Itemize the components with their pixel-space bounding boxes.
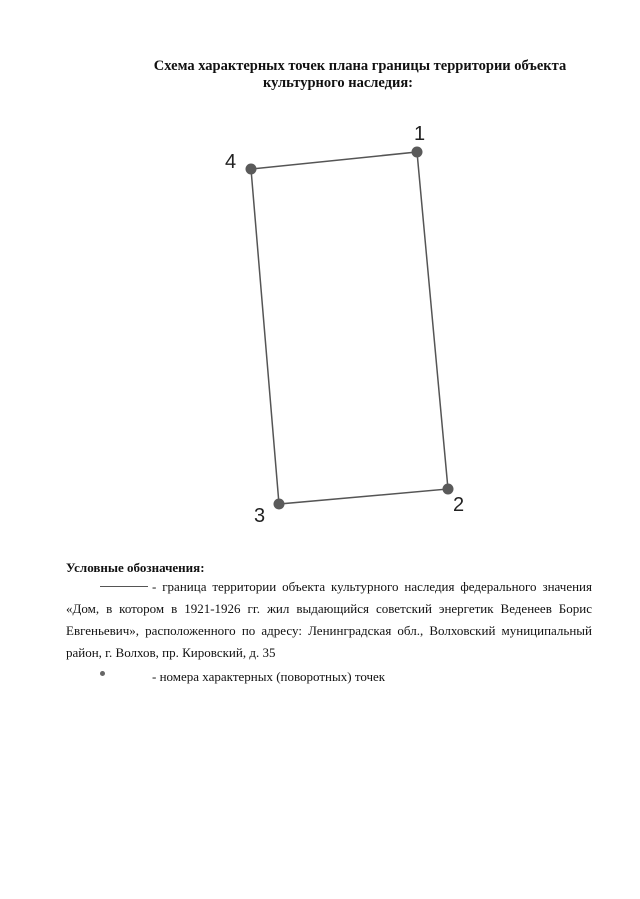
legend-point-entry xyxy=(66,668,592,686)
legend-boundary-line-2: «Дом, в котором в 1921-1926 гг. жил выдающийся советский энергетик Веденеев Борис xyxy=(66,601,592,616)
point-label-2: 2 xyxy=(453,494,465,516)
boundary-point-4 xyxy=(246,164,257,175)
point-symbol-icon xyxy=(100,671,105,676)
territory-boundary-polygon xyxy=(251,152,448,504)
legend-boundary-entry xyxy=(66,576,592,664)
legend-title: Условные обозначения: xyxy=(66,560,205,575)
boundary-point-1 xyxy=(412,147,423,158)
title-line-2: культурного наследия: xyxy=(262,75,414,91)
legend-boundary-line-3: Евгеньевич», расположенного по адресу: Ленинградская обл., Волховский муниципальный xyxy=(66,623,592,638)
title-line-1: Схема характерных точек плана границы территории объекта xyxy=(153,58,567,74)
legend xyxy=(66,560,592,686)
boundary-point-3 xyxy=(274,499,285,510)
legend-boundary-text-1: - граница территории объекта культурного наследия федерального значения xyxy=(152,579,592,594)
point-label-4: 4 xyxy=(225,151,237,173)
boundary-line-symbol xyxy=(100,586,148,587)
legend-boundary-line-4: район, г. Волхов, пр. Кировский, д. 35 xyxy=(66,645,276,660)
point-label-1: 1 xyxy=(414,123,426,145)
legend-boundary-line-1 xyxy=(66,576,592,598)
boundary-point-2 xyxy=(443,484,454,495)
point-label-3: 3 xyxy=(254,505,266,527)
legend-point-text: - номера характерных (поворотных) точек xyxy=(152,669,386,684)
